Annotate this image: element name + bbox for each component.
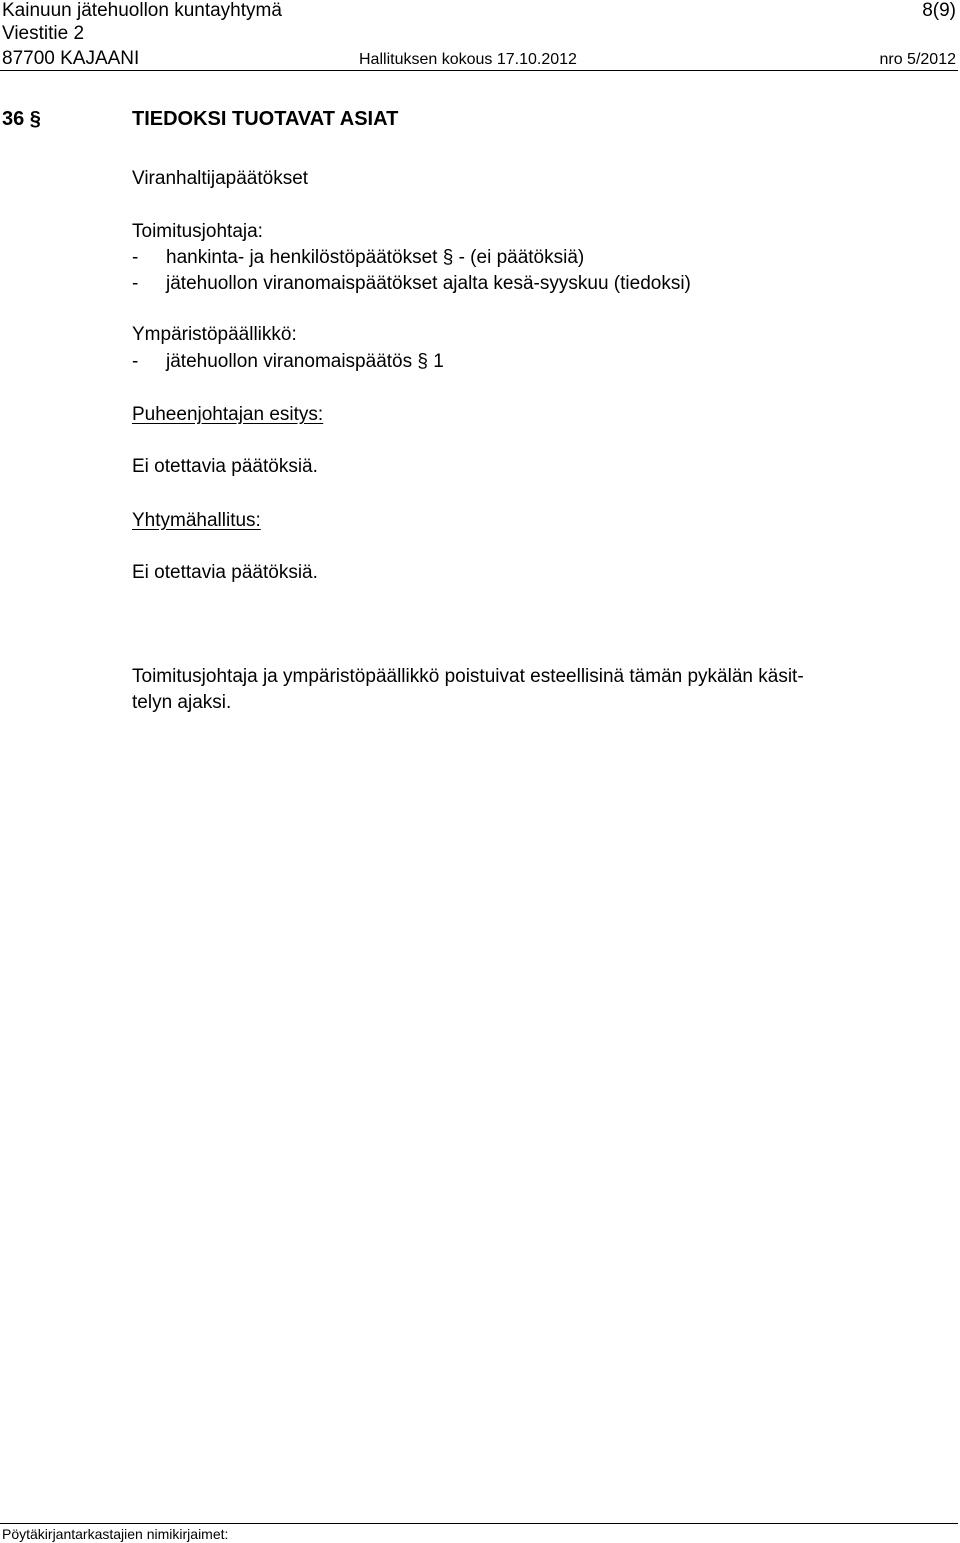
list-bullet: -	[132, 273, 139, 294]
meeting-number: nro 5/2012	[879, 51, 956, 68]
street-address: Viestitie 2	[2, 23, 85, 44]
proposal-heading: Puheenjohtajan esitys:	[132, 404, 324, 425]
proposal-text: Ei otettavia päätöksiä.	[132, 456, 318, 477]
signatures-label: Pöytäkirjantarkastajien nimikirjaimet:	[2, 1526, 229, 1542]
organization-name: Kainuun jätehuollon kuntayhtymä	[2, 0, 282, 21]
board-heading: Yhtymähallitus:	[132, 510, 261, 531]
city-address: 87700 KAJAANI	[2, 48, 140, 69]
list-bullet: -	[132, 247, 139, 268]
header-divider	[0, 70, 958, 71]
page-indicator: 8(9)	[922, 0, 956, 21]
footer-divider	[0, 1523, 958, 1524]
env-manager-heading: Ympäristöpäällikkö:	[132, 324, 297, 345]
subheading: Viranhaltijapäätökset	[132, 168, 309, 189]
meeting-info: Hallituksen kokous 17.10.2012	[359, 51, 577, 68]
list-item: hankinta- ja henkilöstöpäätökset § - (ei päätöksiä)	[166, 247, 585, 268]
ceo-heading: Toimitusjohtaja:	[132, 221, 263, 242]
board-text: Ei otettavia päätöksiä.	[132, 562, 318, 583]
list-item: jätehuollon viranomaispäätös § 1	[166, 351, 444, 372]
recusal-note-line2: telyn ajaksi.	[132, 692, 232, 713]
section-title: TIEDOKSI TUOTAVAT ASIAT	[132, 108, 399, 130]
list-item: jätehuollon viranomaispäätökset ajalta kesä-syyskuu (tiedoksi)	[166, 273, 691, 294]
recusal-note-line1: Toimitusjohtaja ja ympäristöpäällikkö poistuivat esteellisinä tämän pykälän käsit-	[132, 666, 804, 687]
section-number: 36 §	[2, 108, 41, 130]
list-bullet: -	[132, 351, 139, 372]
